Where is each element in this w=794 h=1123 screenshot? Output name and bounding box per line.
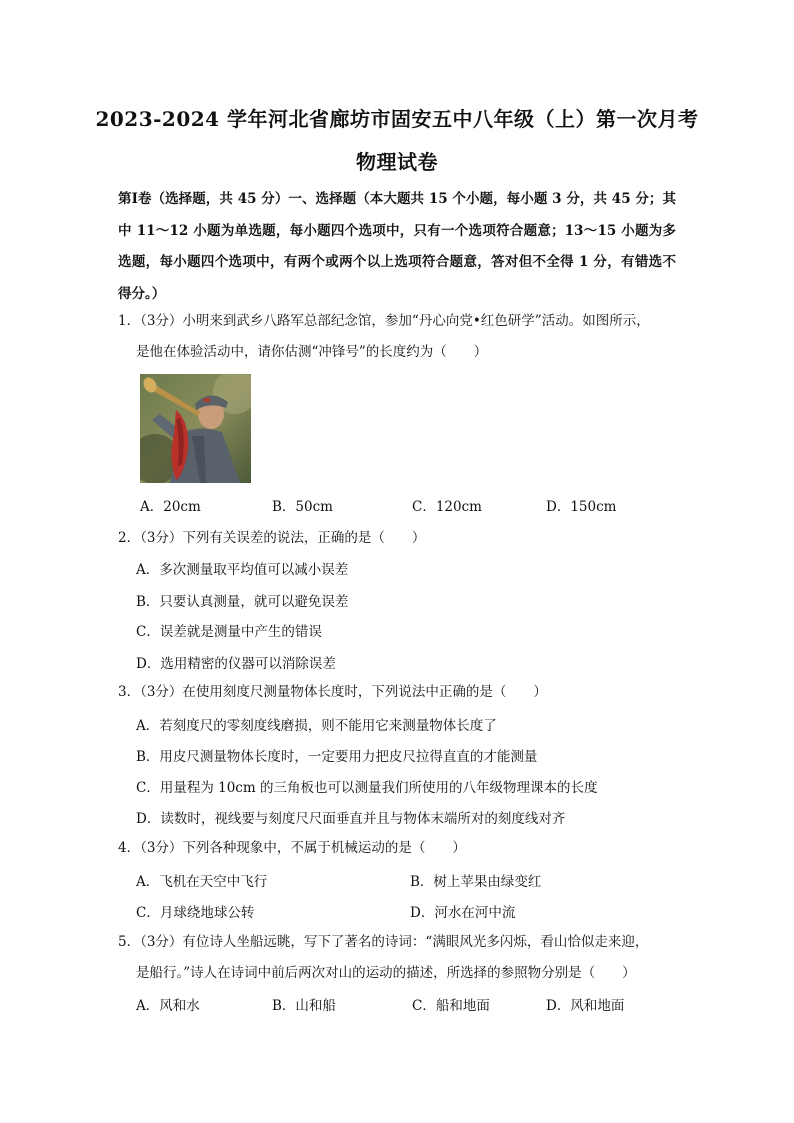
question-5 <box>118 927 678 989</box>
q5-option-d: D．风和地面 <box>546 998 625 1014</box>
exam-title-line1: 2023-2024 学年河北省廊坊市固安五中八年级（上）第一次月考 <box>95 107 699 131</box>
question-number: 2． <box>118 530 141 546</box>
q2-option-a: A．多次测量取平均值可以减小误差 <box>136 562 349 578</box>
question-1 <box>118 306 678 368</box>
question-number: 4． <box>118 840 141 856</box>
q4-option-c: C．月球绕地球公转 <box>136 905 255 921</box>
q4-option-b: B．树上苹果由绿变红 <box>410 874 542 890</box>
question-4 <box>118 833 678 864</box>
q2-option-b: B．只要认真测量，就可以避免误差 <box>136 594 349 610</box>
q4-option-a: A．飞机在天空中飞行 <box>136 874 268 890</box>
q1-option-a: A．20cm <box>140 499 201 515</box>
q3-option-c: C．用量程为 10cm 的三角板也可以测量我们所使用的八年级物理课本的长度 <box>136 780 598 796</box>
q2-option-c: C．误差就是测量中产生的错误 <box>136 624 322 640</box>
question-number: 1． <box>118 313 141 329</box>
q3-option-d: D．读数时，视线要与刻度尺尺面垂直并且与物体末端所对的刻度线对齐 <box>136 811 566 827</box>
bugle-boy-photo <box>140 374 251 483</box>
question-number: 3． <box>118 684 141 700</box>
q3-option-b: B．用皮尺测量物体长度时，一定要用力把皮尺拉得直直的才能测量 <box>136 749 538 765</box>
question-stem-continued: 是船行。”诗人在诗词中前后两次对山的运动的描述，所选择的参照物分别是（ ） <box>136 965 636 981</box>
question-stem: （3分）下列有关误差的说法，正确的是（ ） <box>140 530 426 546</box>
question-stem: （3分）小明来到武乡八路军总部纪念馆，参加“丹心向党•红色研学”活动。如图所示， <box>140 313 650 329</box>
q3-option-a: A．若刻度尺的零刻度线磨损，则不能用它来测量物体长度了 <box>136 718 497 734</box>
q1-option-c: C．120cm <box>412 499 482 515</box>
bugle-boy-image <box>140 374 251 483</box>
question-3 <box>118 677 678 708</box>
question-stem: （3分）在使用刻度尺测量物体长度时，下列说法中正确的是（ ） <box>140 684 547 700</box>
question-number: 5． <box>118 934 141 950</box>
q5-option-a: A．风和水 <box>136 998 200 1014</box>
q1-option-d: D．150cm <box>546 499 617 515</box>
q5-option-b: B．山和船 <box>272 998 336 1014</box>
question-stem: （3分）下列各种现象中，不属于机械运动的是（ ） <box>140 840 466 856</box>
q2-option-d: D．选用精密的仪器可以消除误差 <box>136 656 336 672</box>
q1-option-b: B．50cm <box>272 499 333 515</box>
section-instructions: 第Ⅰ卷（选择题，共 45 分）一、选择题（本大题共 15 个小题，每小题 3 分，共 45 分；其中 11～12 小题为单选题，每小题四个选项中，只有一个选项符合题意；13～15 小题为多选题，每小题四个选项中，有两个或两个以上选项符合题意，答对但不全得 1 分，有错选不得分。） <box>118 191 676 302</box>
question-2 <box>118 523 678 554</box>
exam-title-line2: 物理试卷 <box>356 150 438 174</box>
question-stem-continued: 是他在体验活动中，请你估测“冲锋号”的长度约为（ ） <box>136 344 488 360</box>
question-stem: （3分）有位诗人坐船远眺，写下了著名的诗词：“满眼风光多闪烁，看山恰似走来迎， <box>140 934 649 950</box>
q4-option-d: D．河水在河中流 <box>410 905 516 921</box>
q5-option-c: C．船和地面 <box>412 998 490 1014</box>
